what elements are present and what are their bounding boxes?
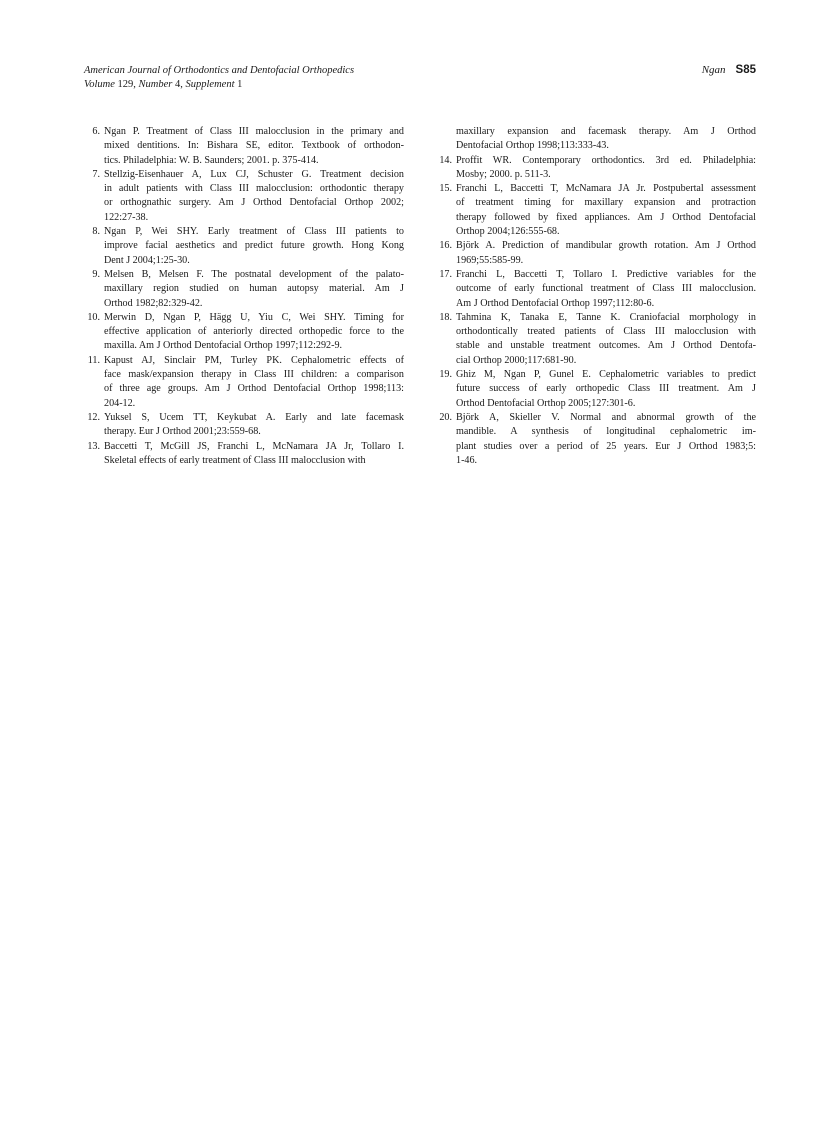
reference-text-line: maxilla. Am J Orthod Dentofacial Orthop 1997;112:292-9. <box>104 340 343 352</box>
reference-item <box>436 368 756 411</box>
supplement-number: 1 <box>237 78 243 90</box>
issue-number: 4 <box>175 78 181 90</box>
reference-text-line: improve facial aesthetics and predict future growth. Hong Kong <box>104 240 404 252</box>
reference-text-line: 1969;55:585-99. <box>456 254 524 266</box>
reference-text-line: of three age groups. Am J Orthod Dentofacial Orthop 1998;113: <box>104 383 404 395</box>
reference-item <box>84 354 404 411</box>
reference-text-line: Mosby; 2000. p. 511-3. <box>456 168 551 180</box>
supplement-label: Supplement <box>185 78 235 90</box>
reference-text-line: maxillary expansion and facemask therapy. Am J Orthod <box>456 126 756 137</box>
journal-citation <box>84 64 354 91</box>
journal-title: American Journal of Orthodontics and Dentofacial Orthopedics <box>84 65 355 76</box>
reference-number: 12. <box>87 411 100 423</box>
reference-item <box>436 268 756 311</box>
reference-text-line: stable and unstable treatment outcomes. Am J Orthod Dentofa- <box>456 340 756 352</box>
volume-number: 129 <box>117 78 134 90</box>
references-left-column <box>84 125 404 468</box>
reference-item <box>436 154 756 183</box>
reference-text-line: Tahmina K, Tanaka E, Tanne K. Craniofacial morphology in <box>456 311 756 323</box>
reference-number: 18. <box>439 311 452 323</box>
reference-text-line: Björk A, Skieller V. Normal and abnormal growth of the <box>456 411 756 423</box>
reference-text-line: Dentofacial Orthop 1998;113:333-43. <box>456 140 609 152</box>
reference-number: 6. <box>92 126 100 137</box>
reference-text-line: outcome of early functional treatment of Class III malocclusion. <box>456 283 756 295</box>
reference-text-line: Orthop 2004;126:555-68. <box>456 226 560 238</box>
reference-number: 20. <box>439 411 452 423</box>
reference-text-line: maxillary region studied on human autopsy material. Am J <box>104 283 404 295</box>
reference-number: 19. <box>439 369 452 381</box>
reference-text-line: or orthognathic surgery. Am J Orthod Dentofacial Orthop 2002; <box>104 197 404 209</box>
reference-number: 14. <box>439 154 452 166</box>
reference-text-line: Proffit WR. Contemporary orthodontics. 3rd ed. Philadelphia: <box>456 154 756 166</box>
reference-text-line: Franchi L, Baccetti T, Tollaro I. Predictive variables for the <box>456 268 756 280</box>
reference-text-line: Orthod Dentofacial Orthop 2005;127:301-6. <box>456 397 636 409</box>
reference-number: 10. <box>87 311 100 323</box>
reference-text-line: mandible. A synthesis of longitudinal cephalometric im- <box>456 426 756 438</box>
reference-text-line: 1-46. <box>456 454 478 466</box>
reference-number: 11. <box>87 354 100 366</box>
reference-item <box>84 411 404 440</box>
page-number: S85 <box>735 64 756 76</box>
reference-text-line: Merwin D, Ngan P, Hägg U, Yiu C, Wei SHY. Timing for <box>104 311 404 323</box>
reference-text-line: Ghiz M, Ngan P, Gunel E. Cephalometric variables to predict <box>456 369 756 381</box>
reference-text-line: Ngan P. Treatment of Class III malocclusion in the primary and <box>104 126 404 137</box>
reference-number: 15. <box>439 183 452 195</box>
reference-number: 17. <box>439 268 452 280</box>
volume-label: Volume <box>84 78 115 90</box>
reference-text-line: Franchi L, Baccetti T, McNamara JA Jr. Postpubertal assessment <box>456 183 756 195</box>
reference-item <box>436 182 756 239</box>
journal-volume-line: Volume 129, Number 4, Supplement 1 <box>84 78 243 90</box>
reference-item <box>84 440 404 469</box>
reference-item <box>84 268 404 311</box>
references-right-column <box>436 125 756 468</box>
reference-text-line: Yuksel S, Ucem TT, Keykubat A. Early and late facemask <box>104 411 404 423</box>
reference-text-line: cial Orthop 2000;117:681-90. <box>456 354 577 366</box>
reference-text-line: Björk A. Prediction of mandibular growth rotation. Am J Orthod <box>456 240 756 252</box>
reference-text-line: Stellzig-Eisenhauer A, Lux CJ, Schuster G. Treatment decision <box>104 168 404 180</box>
running-header <box>84 64 756 94</box>
running-title <box>702 64 756 78</box>
reference-text-line: orthodontically treated patients of Class III malocclusion with <box>456 326 756 338</box>
reference-number: 16. <box>439 240 452 252</box>
reference-text-line: Orthod 1982;82:329-42. <box>104 297 203 309</box>
reference-number: 9. <box>92 268 100 280</box>
reference-text-line: mixed dentitions. In: Bishara SE, editor. Textbook of orthodon- <box>104 140 404 152</box>
reference-text-line: 122:27-38. <box>104 211 149 223</box>
reference-text-line: therapy. Eur J Orthod 2001;23:559-68. <box>104 426 261 438</box>
reference-item <box>436 125 756 154</box>
number-label: Number <box>138 78 173 90</box>
reference-item <box>84 168 404 225</box>
running-author: Ngan <box>701 64 726 76</box>
reference-text-line: Dent J 2004;1:25-30. <box>104 254 190 266</box>
reference-number: 13. <box>87 440 100 452</box>
reference-text-line: plant studies over a period of 25 years. Eur J Orthod 1983;5: <box>456 440 756 452</box>
reference-text-line: Skeletal effects of early treatment of Class III malocclusion with <box>104 454 366 466</box>
reference-item <box>436 411 756 468</box>
reference-text-line: 204-12. <box>104 397 136 409</box>
reference-text-line: effective application of anteriorly directed orthopedic force to the <box>104 326 404 338</box>
reference-item <box>84 125 404 168</box>
reference-text-line: Melsen B, Melsen F. The postnatal development of the palato- <box>104 268 404 280</box>
reference-text-line: Ngan P, Wei SHY. Early treatment of Class III patients to <box>104 226 404 238</box>
reference-text-line: in adult patients with Class III malocclusion: orthodontic therapy <box>104 183 404 195</box>
reference-item <box>436 239 756 268</box>
reference-text-line: of treatment timing for maxillary expansion and protraction <box>456 197 756 209</box>
reference-number: 7. <box>92 168 100 180</box>
reference-text-line: future success of early orthopedic Class III treatment. Am J <box>456 383 756 395</box>
reference-text-line: Am J Orthod Dentofacial Orthop 1997;112:80-6. <box>456 297 655 309</box>
reference-item <box>84 311 404 354</box>
reference-item <box>84 225 404 268</box>
reference-text-line: therapy followed by fixed appliances. Am J Orthod Dentofacial <box>456 211 756 223</box>
reference-number: 8. <box>92 226 100 238</box>
reference-text-line: Baccetti T, McGill JS, Franchi L, McNamara JA Jr, Tollaro I. <box>104 440 404 452</box>
reference-text-line: face mask/expansion therapy in Class III children: a comparison <box>104 369 404 381</box>
reference-text-line: Kapust AJ, Sinclair PM, Turley PK. Cephalometric effects of <box>104 354 404 366</box>
reference-item <box>436 311 756 368</box>
reference-text-line: tics. Philadelphia: W. B. Saunders; 2001. p. 375-414. <box>104 154 319 166</box>
